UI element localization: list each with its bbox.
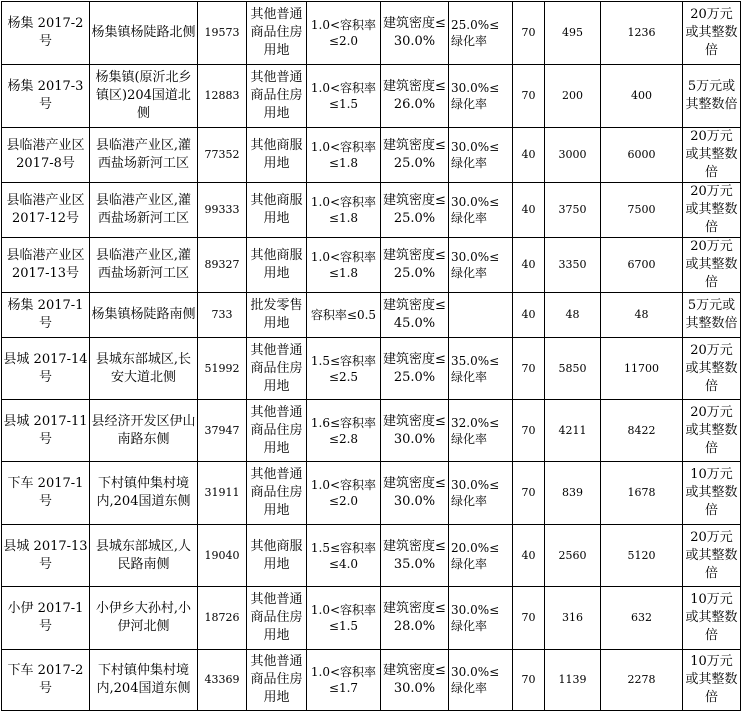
table-row [2, 65, 741, 128]
cell-location: 杨集镇(原沂北乡镇区)204国道北侧 [90, 65, 198, 128]
cell-deposit: 1678 [601, 462, 683, 525]
cell-plot-ratio: 1.0<容积率≤1.7 [307, 650, 381, 711]
cell-deposit: 11700 [601, 338, 683, 400]
cell-location: 县临港产业区,灌西盐场新河工区 [90, 128, 198, 183]
cell-plot-ratio: 1.0<容积率≤1.5 [307, 65, 381, 128]
cell-building-density: 建筑密度≤26.0% [381, 65, 449, 128]
cell-area: 733 [198, 293, 247, 338]
cell-building-density: 建筑密度≤30.0% [381, 462, 449, 525]
cell-building-density: 建筑密度≤25.0% [381, 128, 449, 183]
cell-increment: 5万元或其整数倍 [683, 65, 741, 128]
cell-parcel-id: 县城 2017-13号 [2, 525, 90, 587]
cell-location: 县临港产业区,灌西盐场新河工区 [90, 238, 198, 293]
cell-land-use: 其他普通商品住房用地 [247, 2, 307, 65]
cell-start-price: 48 [545, 293, 601, 338]
cell-building-density: 建筑密度≤30.0% [381, 2, 449, 65]
cell-green-ratio: 25.0%≤绿化率 [449, 2, 513, 65]
cell-deposit: 5120 [601, 525, 683, 587]
cell-plot-ratio: 1.6≤容积率≤2.8 [307, 400, 381, 462]
cell-increment: 5万元或其整数倍 [683, 293, 741, 338]
table-row [2, 400, 741, 462]
cell-plot-ratio: 1.0<容积率≤2.0 [307, 2, 381, 65]
table-row [2, 462, 741, 525]
cell-plot-ratio: 1.5≤容积率≤4.0 [307, 525, 381, 587]
cell-area: 18726 [198, 587, 247, 650]
cell-land-use: 其他普通商品住房用地 [247, 587, 307, 650]
table-row [2, 2, 741, 65]
cell-increment: 10万元或其整数倍 [683, 462, 741, 525]
cell-green-ratio: 32.0%≤绿化率 [449, 400, 513, 462]
cell-increment: 20万元或其整数倍 [683, 2, 741, 65]
cell-green-ratio: 30.0%≤绿化率 [449, 238, 513, 293]
cell-deposit: 8422 [601, 400, 683, 462]
cell-start-price: 3000 [545, 128, 601, 183]
cell-green-ratio [449, 293, 513, 338]
cell-building-density: 建筑密度≤30.0% [381, 400, 449, 462]
cell-term-years: 70 [513, 400, 545, 462]
cell-area: 37947 [198, 400, 247, 462]
cell-land-use: 批发零售用地 [247, 293, 307, 338]
cell-land-use: 其他商服用地 [247, 525, 307, 587]
cell-area: 99333 [198, 183, 247, 238]
cell-area: 89327 [198, 238, 247, 293]
cell-building-density: 建筑密度≤25.0% [381, 183, 449, 238]
cell-location: 下村镇仲集村境内,204国道东侧 [90, 650, 198, 711]
cell-parcel-id: 杨集 2017-2号 [2, 2, 90, 65]
cell-location: 杨集镇杨陡路北侧 [90, 2, 198, 65]
cell-start-price: 3750 [545, 183, 601, 238]
cell-green-ratio: 20.0%≤绿化率 [449, 525, 513, 587]
cell-deposit: 1236 [601, 2, 683, 65]
cell-term-years: 40 [513, 525, 545, 587]
cell-increment: 20万元或其整数倍 [683, 183, 741, 238]
cell-area: 51992 [198, 338, 247, 400]
cell-land-use: 其他普通商品住房用地 [247, 65, 307, 128]
cell-location: 下村镇仲集村境内,204国道东侧 [90, 462, 198, 525]
cell-term-years: 40 [513, 128, 545, 183]
cell-location: 县临港产业区,灌西盐场新河工区 [90, 183, 198, 238]
cell-land-use: 其他普通商品住房用地 [247, 650, 307, 711]
cell-parcel-id: 杨集 2017-1号 [2, 293, 90, 338]
cell-deposit: 2278 [601, 650, 683, 711]
cell-land-use: 其他商服用地 [247, 183, 307, 238]
cell-deposit: 48 [601, 293, 683, 338]
cell-parcel-id: 下车 2017-1号 [2, 462, 90, 525]
cell-location: 县城东部城区,长安大道北侧 [90, 338, 198, 400]
cell-deposit: 6700 [601, 238, 683, 293]
cell-term-years: 40 [513, 293, 545, 338]
cell-term-years: 70 [513, 338, 545, 400]
cell-start-price: 495 [545, 2, 601, 65]
cell-plot-ratio: 1.0<容积率≤1.5 [307, 587, 381, 650]
cell-green-ratio: 30.0%≤绿化率 [449, 650, 513, 711]
cell-green-ratio: 30.0%≤绿化率 [449, 462, 513, 525]
cell-land-use: 其他普通商品住房用地 [247, 338, 307, 400]
cell-area: 31911 [198, 462, 247, 525]
table-row [2, 338, 741, 400]
cell-building-density: 建筑密度≤28.0% [381, 587, 449, 650]
cell-green-ratio: 30.0%≤绿化率 [449, 65, 513, 128]
cell-start-price: 1139 [545, 650, 601, 711]
land-parcel-table [1, 1, 741, 711]
cell-increment: 20万元或其整数倍 [683, 128, 741, 183]
cell-location: 杨集镇杨陡路南侧 [90, 293, 198, 338]
cell-land-use: 其他商服用地 [247, 238, 307, 293]
cell-area: 12883 [198, 65, 247, 128]
cell-deposit: 7500 [601, 183, 683, 238]
table-row [2, 128, 741, 183]
cell-building-density: 建筑密度≤25.0% [381, 338, 449, 400]
cell-plot-ratio: 1.0<容积率≤2.0 [307, 462, 381, 525]
cell-term-years: 40 [513, 183, 545, 238]
table-row [2, 525, 741, 587]
cell-building-density: 建筑密度≤45.0% [381, 293, 449, 338]
cell-parcel-id: 县临港产业区2017-13号 [2, 238, 90, 293]
cell-start-price: 2560 [545, 525, 601, 587]
cell-parcel-id: 县临港产业区2017-8号 [2, 128, 90, 183]
cell-term-years: 70 [513, 650, 545, 711]
table-row [2, 183, 741, 238]
cell-parcel-id: 县临港产业区2017-12号 [2, 183, 90, 238]
cell-term-years: 70 [513, 587, 545, 650]
cell-parcel-id: 县城 2017-14号 [2, 338, 90, 400]
cell-area: 19040 [198, 525, 247, 587]
cell-area: 43369 [198, 650, 247, 711]
cell-building-density: 建筑密度≤35.0% [381, 525, 449, 587]
cell-start-price: 200 [545, 65, 601, 128]
cell-plot-ratio: 1.5≤容积率≤2.5 [307, 338, 381, 400]
table-body [2, 2, 741, 711]
cell-start-price: 5850 [545, 338, 601, 400]
cell-location: 小伊乡大孙村,小伊河北侧 [90, 587, 198, 650]
cell-location: 县城东部城区,人民路南侧 [90, 525, 198, 587]
cell-green-ratio: 30.0%≤绿化率 [449, 587, 513, 650]
cell-increment: 10万元或其整数倍 [683, 587, 741, 650]
cell-increment: 20万元或其整数倍 [683, 400, 741, 462]
table-row [2, 238, 741, 293]
cell-increment: 20万元或其整数倍 [683, 525, 741, 587]
cell-term-years: 70 [513, 2, 545, 65]
cell-building-density: 建筑密度≤30.0% [381, 650, 449, 711]
table-row [2, 587, 741, 650]
cell-plot-ratio: 1.0<容积率≤1.8 [307, 238, 381, 293]
cell-location: 县经济开发区伊山南路东侧 [90, 400, 198, 462]
cell-increment: 10万元或其整数倍 [683, 650, 741, 711]
cell-green-ratio: 30.0%≤绿化率 [449, 183, 513, 238]
cell-plot-ratio: 容积率≤0.5 [307, 293, 381, 338]
cell-increment: 20万元或其整数倍 [683, 338, 741, 400]
cell-start-price: 316 [545, 587, 601, 650]
table-row [2, 650, 741, 711]
cell-land-use: 其他商服用地 [247, 128, 307, 183]
cell-deposit: 6000 [601, 128, 683, 183]
cell-parcel-id: 杨集 2017-3号 [2, 65, 90, 128]
cell-term-years: 70 [513, 65, 545, 128]
cell-parcel-id: 下车 2017-2号 [2, 650, 90, 711]
cell-green-ratio: 30.0%≤绿化率 [449, 128, 513, 183]
cell-plot-ratio: 1.0<容积率≤1.8 [307, 183, 381, 238]
cell-green-ratio: 35.0%≤绿化率 [449, 338, 513, 400]
cell-start-price: 4211 [545, 400, 601, 462]
cell-area: 77352 [198, 128, 247, 183]
cell-parcel-id: 县城 2017-11号 [2, 400, 90, 462]
cell-building-density: 建筑密度≤25.0% [381, 238, 449, 293]
cell-term-years: 70 [513, 462, 545, 525]
cell-parcel-id: 小伊 2017-1号 [2, 587, 90, 650]
table-row [2, 293, 741, 338]
cell-start-price: 3350 [545, 238, 601, 293]
cell-area: 19573 [198, 2, 247, 65]
cell-term-years: 40 [513, 238, 545, 293]
cell-increment: 20万元或其整数倍 [683, 238, 741, 293]
cell-land-use: 其他普通商品住房用地 [247, 400, 307, 462]
cell-deposit: 400 [601, 65, 683, 128]
cell-deposit: 632 [601, 587, 683, 650]
cell-land-use: 其他普通商品住房用地 [247, 462, 307, 525]
cell-plot-ratio: 1.0<容积率≤1.8 [307, 128, 381, 183]
cell-start-price: 839 [545, 462, 601, 525]
